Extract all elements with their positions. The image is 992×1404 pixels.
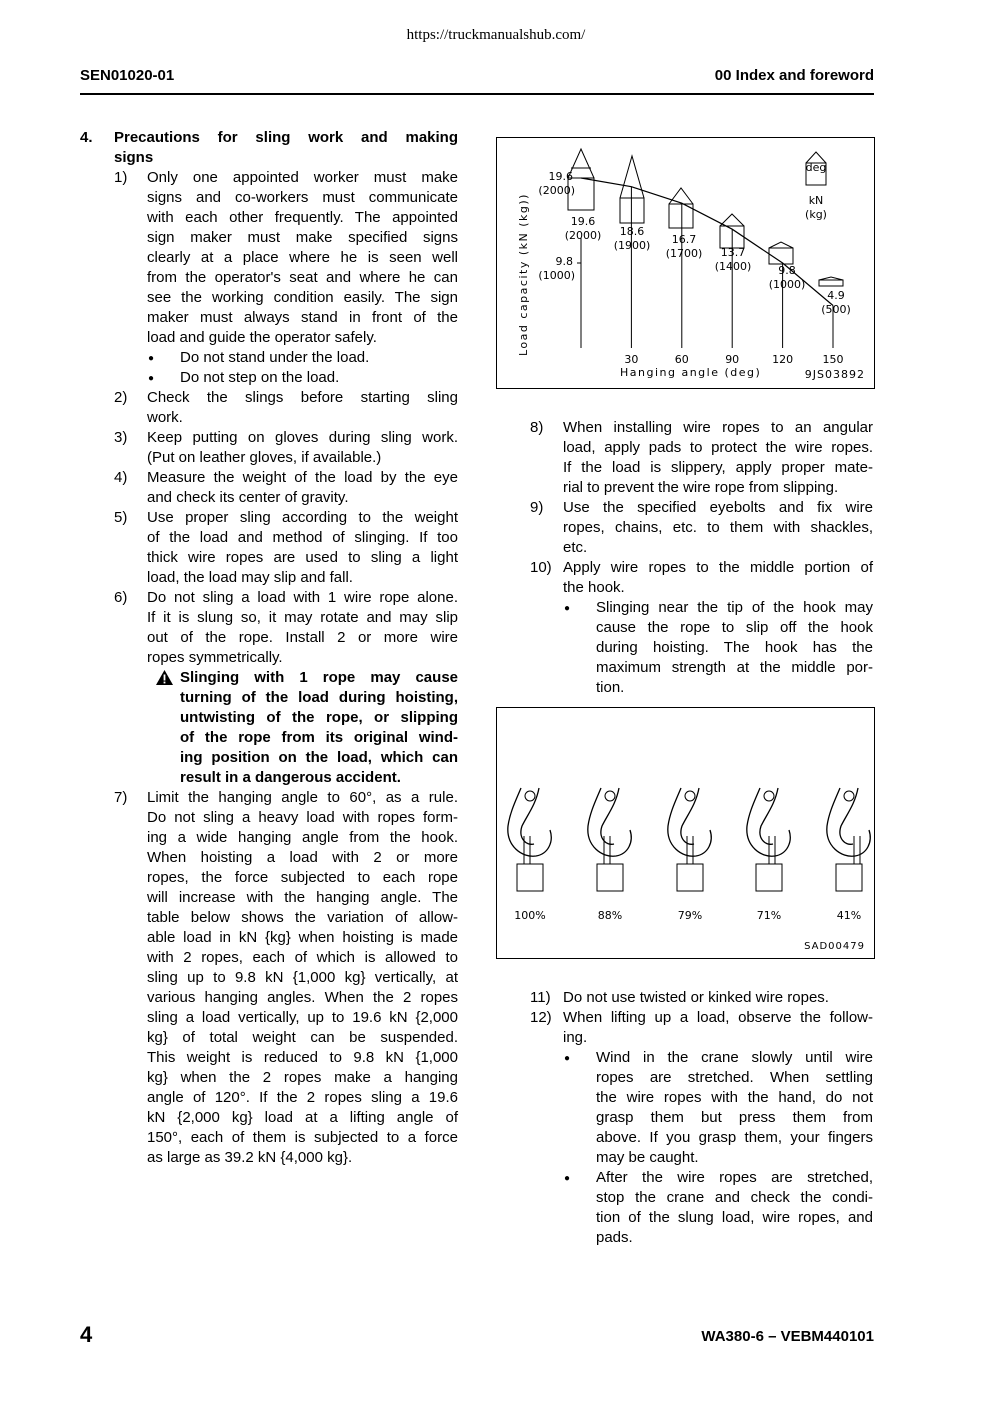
- bullet-12a: Wind in the crane slowly until wire: [596, 1049, 873, 1066]
- bullet-icon: ●: [564, 603, 571, 614]
- warning-line: untwisting of the rope, or slipping: [180, 709, 458, 726]
- bullet-12b: After the wire ropes are stretched,: [596, 1169, 873, 1186]
- item-3-line: Keep putting on gloves during sling work.: [147, 429, 458, 446]
- warning-line: turning of the load during hoisting,: [180, 689, 458, 706]
- item-10-line: Apply wire ropes to the middle portion of: [563, 559, 873, 576]
- warning-line: result in a dangerous accident.: [180, 769, 401, 786]
- item-12-number: 12): [530, 1009, 552, 1026]
- load-block: [756, 864, 782, 891]
- chart-x-tick-label: 60: [674, 353, 689, 366]
- load-block: [517, 864, 543, 891]
- section-number: 4.: [80, 129, 93, 146]
- item-2-line: work.: [147, 409, 183, 426]
- hook-strength-label: 79%: [677, 909, 703, 922]
- item-7-line: kg} of total weight can be suspended.: [147, 1029, 458, 1046]
- item-10-number: 10): [530, 559, 552, 576]
- bullet-icon: ●: [564, 1173, 571, 1184]
- degree-legend-label: deg: [805, 161, 827, 174]
- chart-unit-kg: (kg): [805, 208, 827, 221]
- item-12-line: When lifting up a load, observe the follow-: [563, 1009, 873, 1026]
- sling-icon-60deg: [669, 188, 693, 204]
- source-url: https://truckmanualshub.com/: [406, 27, 586, 43]
- item-7-line: angle of 120°. If the 2 ropes sling a 19.6: [147, 1089, 458, 1106]
- item-5-line: Use proper sling according to the weight: [147, 509, 458, 526]
- hooks-figure-code: SAD00479: [804, 941, 865, 952]
- chart-x-tick-label: 150: [822, 353, 844, 366]
- document-id: WA380-6 – VEBM440101: [701, 1328, 874, 1345]
- item-1-line: sign maker must make specified signs: [147, 229, 458, 246]
- bullet-12a: the wire ropes with the hand, do not: [596, 1089, 873, 1106]
- chart-y-tick-unit: (1000): [538, 269, 575, 282]
- hook-shape: [668, 788, 711, 856]
- page-number: 4: [80, 1322, 93, 1347]
- item-2-line: Check the slings before starting sling: [147, 389, 458, 406]
- load-block: [836, 864, 862, 891]
- hook-icon: [747, 788, 790, 891]
- section-heading: Precautions for sling work and making: [114, 129, 458, 146]
- chart-x-tick-label: 120: [772, 353, 794, 366]
- item-7-number: 7): [114, 789, 128, 806]
- item-8-number: 8): [530, 419, 544, 436]
- item-5-line: load, the load may slip and fall.: [147, 569, 353, 586]
- sling-icon-120deg: [769, 242, 793, 248]
- chart-point-value: 16.7: [671, 233, 697, 246]
- bullet-icon: ●: [148, 373, 155, 384]
- warning-line: Slinging with 1 rope may cause: [180, 669, 458, 686]
- chart-point-value-kg: (1900): [613, 239, 651, 252]
- chart-y-axis-label: Load capacity (kN (kg)): [517, 193, 530, 356]
- item-9-line: ropes, chains, etc. to them with shackles,: [563, 519, 873, 536]
- bullet-12b: tion of the slung load, wire ropes, and: [596, 1209, 873, 1226]
- warning-icon: [155, 669, 174, 690]
- item-8-line: load, apply pads to protect the wire ropes.: [563, 439, 873, 456]
- item-8-line: When installing wire ropes to an angular: [563, 419, 873, 436]
- bullet-10: maximum strength at the middle por-: [596, 659, 873, 676]
- bullet-10: Slinging near the tip of the hook may: [596, 599, 873, 616]
- item-7-line: table below shows the variation of allow-: [147, 909, 458, 926]
- item-1-number: 1): [114, 169, 128, 186]
- item-7-line: kN {2,000 kg} load at a lifting angle of: [147, 1109, 458, 1126]
- hook-inner: [681, 788, 699, 844]
- bullet-1: Do not stand under the load.: [180, 349, 370, 366]
- item-3-number: 3): [114, 429, 128, 446]
- item-1-line: load and guide the operator safely.: [147, 329, 377, 346]
- chart-point-value: 4.9: [827, 289, 845, 302]
- item-7-line: Limit the hanging angle to 60°, as a rule.: [147, 789, 458, 806]
- chart-figure-code: 9JS03892: [804, 368, 865, 381]
- item-7-line: as large as 39.2 kN {4,000 kg}.: [147, 1149, 353, 1166]
- warning-line: ing position on the load, which can: [180, 749, 458, 766]
- hook-icon: [588, 788, 631, 891]
- chart-point-value: 13.7: [720, 246, 746, 259]
- item-1-line: maker must always stand in front of the: [147, 309, 458, 326]
- hook-shape: [827, 788, 870, 856]
- hook-icon: [508, 788, 551, 891]
- item-6-line: out of the rope. Install 2 or more wire: [147, 629, 458, 646]
- hook-inner: [760, 788, 778, 844]
- item-5-line: thick wire ropes are used to sling a light: [147, 549, 458, 566]
- bullet-icon: ●: [564, 1053, 571, 1064]
- load-block: [677, 864, 703, 891]
- item-4-line: Measure the weight of the load by the eye: [147, 469, 458, 486]
- hook-inner: [840, 788, 858, 844]
- chart-point-value-kg: (1000): [768, 278, 806, 291]
- bullet-10: during hoisting. The hook has the: [596, 639, 873, 656]
- doc-code: SEN01020-01: [80, 67, 175, 84]
- bullet-12b: stop the crane and check the condi-: [596, 1189, 873, 1206]
- item-9-number: 9): [530, 499, 544, 516]
- item-4-number: 4): [114, 469, 128, 486]
- item-8-line: If the load is slippery, apply proper mate-: [563, 459, 873, 476]
- item-1-line: clearly at a place where he is seen well: [147, 249, 458, 266]
- chart-y-tick-label: 19.6: [548, 170, 573, 183]
- chart-point-value: 18.6: [619, 225, 645, 238]
- load-icon-150deg: [819, 280, 843, 286]
- hook-inner: [521, 788, 539, 844]
- load-capacity-chart: [496, 137, 875, 389]
- warning-line: of the rope from its original wind-: [180, 729, 458, 746]
- item-7-line: sling a load vertically, up to 19.6 kN {2,000: [147, 1009, 458, 1026]
- chart-point-value-kg: (500): [821, 303, 851, 316]
- item-2-number: 2): [114, 389, 128, 406]
- item-12-line: ing.: [563, 1029, 588, 1046]
- item-1-line: from the operator's seat and where he can: [147, 269, 458, 286]
- hook-strength-label: 88%: [597, 909, 623, 922]
- item-1-line: Only one appointed worker must make: [147, 169, 458, 186]
- hook-strength-label: 100%: [514, 909, 546, 922]
- hook-eye: [605, 791, 615, 801]
- hook-strength-figure: [496, 707, 875, 959]
- chart-point-value-kg: (2000): [564, 229, 602, 242]
- chart-point-value: 9.8: [778, 264, 796, 277]
- section-heading-cont: signs: [114, 149, 154, 166]
- hook-icon: [668, 788, 711, 891]
- chart-y-tick-label: 9.8: [555, 255, 573, 268]
- item-8-line: rial to prevent the wire rope from slipping.: [563, 479, 839, 496]
- item-7-line: 150°, each of them is subjected to a force: [147, 1129, 458, 1146]
- hooks-svg: [497, 708, 874, 958]
- item-5-number: 5): [114, 509, 128, 526]
- bullet-12a: may be caught.: [596, 1149, 699, 1166]
- bullet-12b: pads.: [596, 1229, 633, 1246]
- item-1-line: see the working condition easily. The sign: [147, 289, 458, 306]
- hook-strength-label: 41%: [836, 909, 862, 922]
- chart-svg: [497, 138, 874, 388]
- item-7-line: kg} when the 2 ropes make a hanging: [147, 1069, 458, 1086]
- chart-unit-kn: kN: [808, 194, 824, 207]
- item-6-line: ropes symmetrically.: [147, 649, 283, 666]
- bullet-12a: grasp them but press them from: [596, 1109, 873, 1126]
- load-block: [597, 864, 623, 891]
- chart-x-axis-label: Hanging angle (deg): [620, 366, 762, 379]
- bullet-2: Do not step on the load.: [180, 369, 340, 386]
- item-7-line: ing a wide hanging angle from the hook.: [147, 829, 458, 846]
- chart-point-value: 19.6: [570, 215, 596, 228]
- item-7-line: various hanging angles. When the 2 ropes: [147, 989, 458, 1006]
- bullet-icon: ●: [148, 353, 155, 364]
- item-7-line: sling up to 9.8 kN {1,000 kg} vertically, at: [147, 969, 458, 986]
- load-icon-30deg: [620, 198, 644, 223]
- chart-point-value-kg: (1700): [665, 247, 703, 260]
- item-9-line: etc.: [563, 539, 588, 556]
- bullet-12a: above. If you grasp them, your fingers: [596, 1129, 873, 1146]
- hook-strength-label: 71%: [756, 909, 782, 922]
- chart-x-tick-label: 90: [725, 353, 740, 366]
- header-rule: [80, 93, 874, 95]
- item-7-line: Do not sling a heavy load with ropes form-: [147, 809, 458, 826]
- item-1-line: with each other frequently. The appointed: [147, 209, 458, 226]
- hook-inner: [601, 788, 619, 844]
- chart-point-value-kg: (1400): [714, 260, 752, 273]
- item-1-line: signs and co-workers must communicate: [147, 189, 458, 206]
- section-title: 00 Index and foreword: [714, 67, 874, 84]
- item-9-line: Use the specified eyebolts and fix wire: [563, 499, 873, 516]
- chart-x-tick-label: 30: [624, 353, 639, 366]
- chart-y-tick-unit: (2000): [538, 184, 575, 197]
- item-7-line: will increase with the hanging angle. The: [147, 889, 458, 906]
- item-7-line: with 2 ropes, each of which is allowed to: [147, 949, 458, 966]
- item-6-number: 6): [114, 589, 128, 606]
- hook-eye: [525, 791, 535, 801]
- item-11-number: 11): [530, 989, 551, 1006]
- item-6-line: Do not sling a load with 1 wire rope alone.: [147, 589, 458, 606]
- hook-eye: [764, 791, 774, 801]
- item-6-line: If it is slung so, it may rotate and may slip: [147, 609, 458, 626]
- item-4-line: and check its center of gravity.: [147, 489, 349, 506]
- hook-icon: [827, 788, 870, 891]
- bullet-10: cause the rope to slip off the hook: [596, 619, 873, 636]
- hook-eye: [844, 791, 854, 801]
- item-3-line: (Put on leather gloves, if available.): [147, 449, 382, 466]
- sling-icon-30deg: [620, 156, 644, 198]
- bullet-10: tion.: [596, 679, 625, 696]
- item-10-line: the hook.: [563, 579, 625, 596]
- item-5-line: of the load and method of slinging. If too: [147, 529, 458, 546]
- hook-eye: [685, 791, 695, 801]
- item-7-line: This weight is reduced to 9.8 kN {1,000: [147, 1049, 458, 1066]
- bullet-12a: ropes are stretched. When settling: [596, 1069, 873, 1086]
- item-7-line: ropes, the force subjected to each rope: [147, 869, 458, 886]
- item-11-line: Do not use twisted or kinked wire ropes.: [563, 989, 829, 1006]
- item-7-line: able load in kN {kg} when hoisting is made: [147, 929, 458, 946]
- item-7-line: When hoisting a load with 2 or more: [147, 849, 458, 866]
